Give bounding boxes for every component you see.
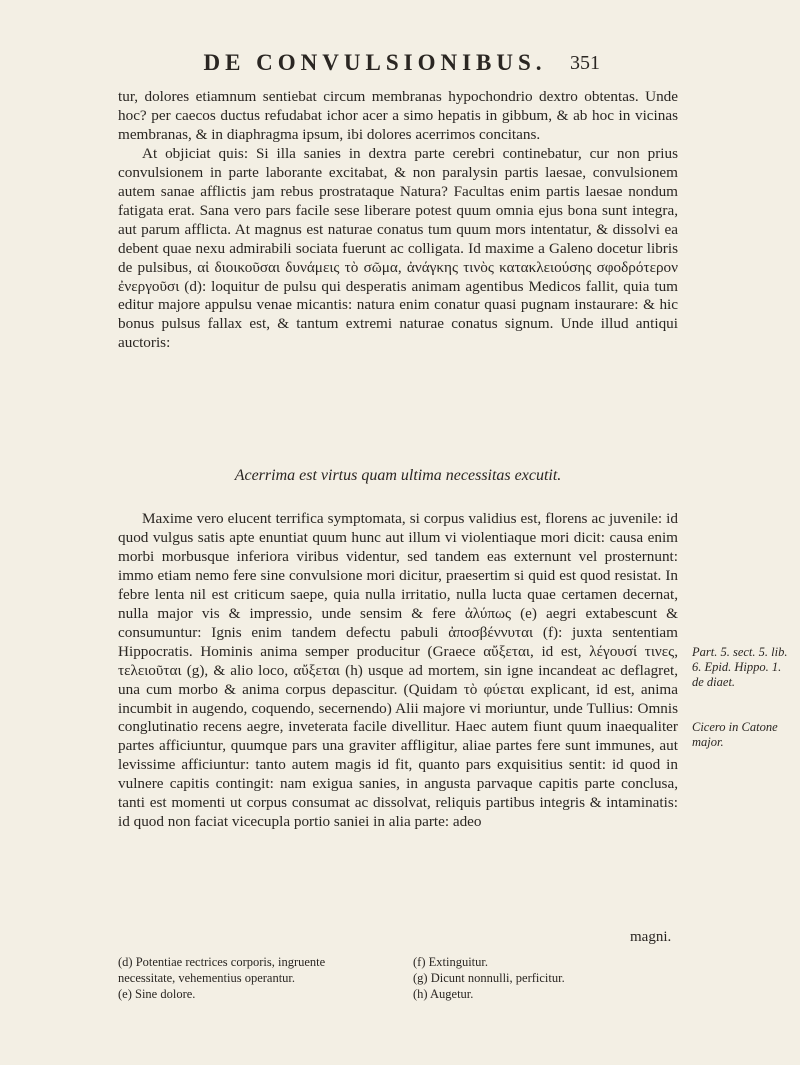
margin-note: Part. 5. sect. 5. lib. 6. Epid. Hippo. 1. de diaet. [692,645,788,689]
footnotes-left [118,954,383,1002]
footnote: (f) Extinguitur. [413,955,488,969]
catchword: magni. [630,929,672,945]
footnotes [118,954,678,1002]
margin-note: Cicero in Catone major. [692,720,778,749]
footnote: (e) Sine dolore. [118,987,196,1001]
paragraph: At objiciat quis: Si illa sanies in dextra parte cerebri continebatur, cur non prius convulsionem in parte laborante excitabat, & non paralysin partis laesae, convulsionem autem sanae afflictis jam rebus prostrataque Natura? Facultas enim partis laesae nondum fatigata erat. Sana vero pars facile sese liberare potest quum omnia ejus bona sunt integra, aut parum afflicta. At magnus est naturae conatus tum quum mors intentatur, & dissolvi ea debent quae nexu admirabili sociata fuerunt ac colligata. Id maxime a Galeno docetur libris de pulsibus, αἱ διοικοῦσαι δυνάμεις τὸ σῶμα, ἀνάγκης τινὸς κατακλειούσης σφοδρότερον ἐνεργοῦσι (d): loquitur de pulsu qui desperatis animam agentibus Medicos fallit, quia tum editur majore appulsu venae micantis: natura enim conatur quasi pugnam instaurare: & hic bonus pulsus fallax est, & tantum extremi naturae conatus signum. Unde illud antiqui auctoris: [118,144,678,352]
footnote: (g) Dicunt nonnulli, perficitur. [413,971,565,985]
body-text-top [118,88,678,353]
paragraph: Maxime vero elucent terrifica symptomata, si corpus validius est, florens ac juvenile: id quod vulgus satis apte enuntiat quum hunc aut illum vi violentiaque mori dicit: causa enim morbi morbusque inferiora viribus videntur, sed tandem eas externunt vel prosternunt: immo etiam nemo fere sine convulsione mori dicitur, praesertim si quid est quod resistat. In febre lenta nil est criticum saepe, quia nulla irritatio, nulla lucta quae certamen decernat, nulla major vis & impressio, unde sensim & fere ἀλύπως (e) aegri extabescunt & consumuntur: Ignis enim tandem defectu pabuli ἀποσβέννυται (f): juxta sententiam Hippocratis. Hominis anima semper producitur (Graece αὔξεται, id est, λέγουσί τινες, τελειοῦται (g), & alio loco, αὔξεται (h) usque ad mortem, sin igne incandeat ac deflagret, una cum morbo & anima corpus depascitur. (Quidam τὸ φύεται explicant, id est, anima incumbit in augendo, coquendo, secernendo) Alii majore vi moriuntur, unde Tullius: Omnis conglutinatio recens aegre, inveterata facile divellitur. Haec autem fiunt quum inaequaliter partes afficiuntur, quumque pars una graviter affligitur, aliae partes fere sunt immunes, aut levissime afficiuntur: tanto autem magis id fit, quanto pars exquisitius sentit: id quod in vulnere capitis contingit: nam exigua sanies, in angusta parvaque capitis parte conclusa, tanti est momenti ut corpus consumat ac dissolvat, reliquis partibus integris & intaminatis: id quod non faciat vicecupla portio saniei in alia parte: adeo [118,510,678,831]
footnote: (d) Potentiae rectrices corporis, ingruente necessitate, vehementius operantur. [118,955,326,985]
footnote: (h) Augetur. [413,987,474,1001]
page-number: 351 [570,52,600,74]
footnotes-right [413,954,678,1002]
quotation: Acerrima est virtus quam ultima necessitas excutit. [234,467,562,484]
body-text-bottom [118,510,678,832]
running-head: DE CONVULSIONIBUS. [203,50,547,75]
paragraph: tur, dolores etiamnum sentiebat circum membranas hypochondrio dextro obtentas. Unde hoc? per caecos ductus refudabat ichor acer a simo hepatis in gibbum, & ab hoc in vicinas membranas, & in diaphragma ipsum, ibi dolores acerrimos concitans. [118,88,678,143]
